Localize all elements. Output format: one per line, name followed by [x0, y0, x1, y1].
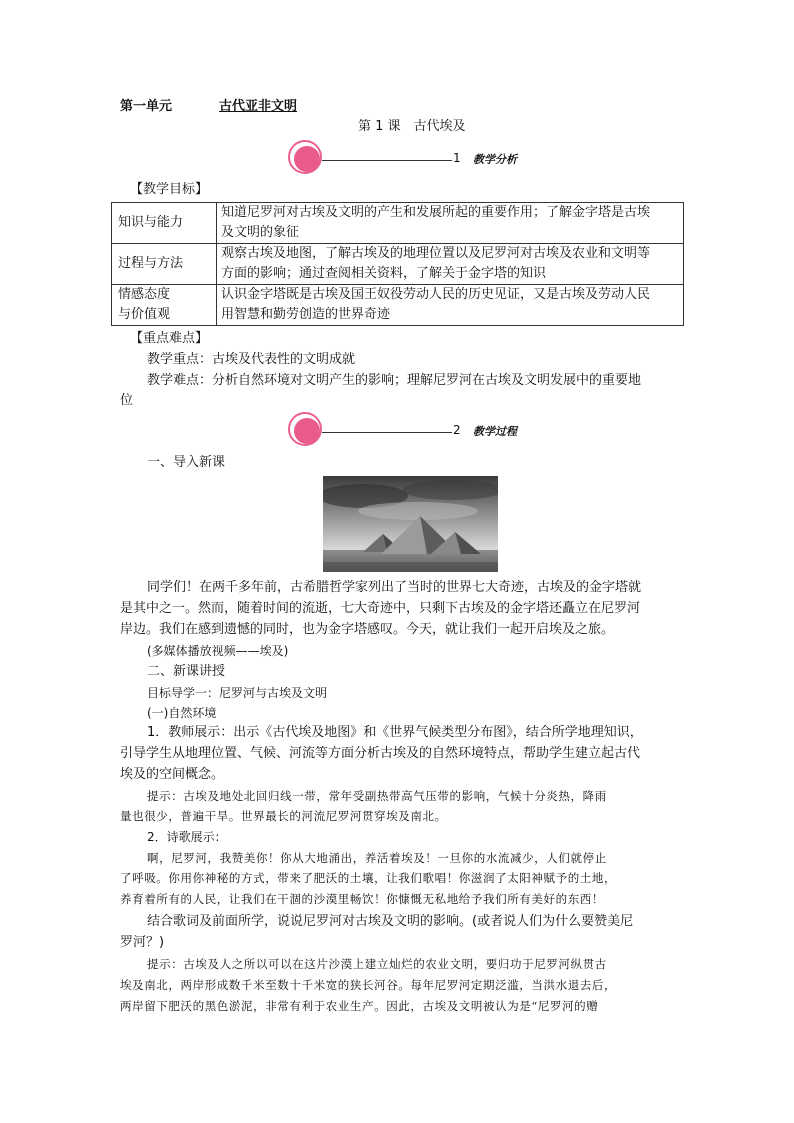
- intro-paragraph-line: 岸边。我们在感到遗憾的同时，也为金字塔感叹。今天，就让我们一起开启埃及之旅。: [120, 622, 615, 637]
- difficulty-text: 教学难点：分析自然环境对文明产生的影响；理解尼罗河在古埃及文明发展中的重要地: [147, 373, 642, 388]
- intro-heading: 一、导入新课: [147, 455, 226, 470]
- badge-label: 教学过程: [473, 425, 517, 438]
- row-value: [217, 203, 684, 244]
- badge-line: [322, 432, 452, 433]
- step2-heading: 2．诗歌展示：: [147, 830, 227, 844]
- media-note: (多媒体播放视频——埃及): [147, 644, 289, 658]
- difficulty-text-cont: 位: [120, 393, 134, 408]
- badge-dot: [294, 418, 320, 444]
- pyramids-photo: [323, 476, 498, 572]
- row-key: 知识与能力: [112, 203, 217, 244]
- keypoints-heading: 【重点难点】: [130, 331, 209, 346]
- table-row: [112, 203, 684, 244]
- row-line: 及文明的象征: [221, 225, 300, 240]
- hint1-line: 量也很少，普遍干旱。世界最长的河流尼罗河贯穿埃及南北。: [120, 809, 447, 823]
- row-value: [217, 285, 684, 326]
- badge-dot: [294, 146, 320, 172]
- poem-line: 了呼吸。你用你神秘的方式，带来了肥沃的土壤，让我们歌唱！你滋润了太阳神赋予的土地，: [120, 871, 617, 885]
- new-lesson-heading: 二、新课讲授: [147, 664, 226, 679]
- step1-line: 埃及的空间概念。: [120, 767, 225, 782]
- step1-line: 引导学生从地理位置、气候、河流等方面分析古埃及的自然环境特点，帮助学生建立起古代: [120, 746, 641, 761]
- row-key-line: 情感态度: [118, 287, 171, 302]
- unit-name: 古代亚非文明: [219, 99, 298, 114]
- goal-heading: 目标导学一：尼罗河与古埃及文明: [147, 686, 328, 700]
- poem-line: 养育着所有的人民，让我们在干涸的沙漠里畅饮！你慷慨无私地给予我们所有美好的东西！: [120, 892, 604, 906]
- step1-line: 1．教师展示：出示《古代埃及地图》和《世界气候类型分布图》，结合所学地理知识，: [147, 725, 643, 740]
- lesson-title: 第 1 课 古代埃及: [358, 119, 466, 134]
- subsection-heading: (一)自然环境: [147, 706, 217, 720]
- table-row: [112, 285, 684, 326]
- hint2-line: 两岸留下肥沃的黑色淤泥，非常有利于农业生产。因此，古埃及文明被认为是“尼罗河的赠: [120, 999, 599, 1013]
- pyramids-image: [323, 476, 498, 572]
- question-line: 罗河？): [120, 935, 165, 950]
- poem-line: 啊，尼罗河，我赞美你！你从大地涌出，养活着埃及！一旦你的水流减少，人们就停止: [147, 851, 607, 865]
- row-line: 认识金字塔既是古埃及国王奴役劳动人民的历史见证，又是古埃及劳动人民: [221, 287, 651, 302]
- row-value: [217, 244, 684, 285]
- question-line: 结合歌词及前面所学，说说尼罗河对古埃及文明的影响。(或者说人们为什么要赞美尼: [147, 914, 634, 929]
- objectives-table: [111, 202, 684, 326]
- hint2-line: 提示：古埃及人之所以可以在这片沙漠上建立灿烂的农业文明，要归功于尼罗河纵贯古: [147, 957, 607, 971]
- row-key: 过程与方法: [112, 244, 217, 285]
- badge-label: 教学分析: [473, 153, 517, 166]
- row-key-line: 与价值观: [118, 307, 171, 322]
- row-line: 观察古埃及地图，了解古埃及的地理位置以及尼罗河对古埃及农业和文明等: [221, 246, 651, 261]
- hint1-line: 提示：古埃及地处北回归线一带，常年受副热带高气压带的影响，气候十分炎热，降雨: [147, 789, 607, 803]
- section-badge-process: [288, 412, 517, 452]
- row-line: 知道尼罗河对古埃及文明的产生和发展所起的重要作用；了解金字塔是古埃: [221, 205, 651, 220]
- badge-number: 1: [453, 151, 461, 165]
- row-line: 用智慧和勤劳创造的世界奇迹: [221, 307, 391, 322]
- table-row: [112, 244, 684, 285]
- unit-label: 第一单元: [120, 99, 173, 114]
- row-line: 方面的影响；通过查阅相关资料，了解关于金字塔的知识: [221, 266, 547, 281]
- badge-number: 2: [453, 423, 461, 437]
- intro-paragraph-line: 同学们！在两千多年前，古希腊哲学家列出了当时的世界七大奇迹，古埃及的金字塔就: [147, 580, 642, 595]
- badge-line: [322, 160, 452, 161]
- section-badge-analysis: [288, 140, 517, 180]
- intro-paragraph-line: 是其中之一。然而，随着时间的流逝，七大奇迹中，只剩下古埃及的金字塔还矗立在尼罗河: [120, 601, 641, 616]
- row-key: [112, 285, 217, 326]
- objectives-heading: 【教学目标】: [130, 182, 209, 197]
- hint2-line: 埃及南北，两岸形成数千米至数十千米宽的狭长河谷。每年尼罗河定期泛滥，当洪水退去后，: [120, 978, 617, 992]
- focus-text: 教学重点：古埃及代表性的文明成就: [147, 352, 356, 367]
